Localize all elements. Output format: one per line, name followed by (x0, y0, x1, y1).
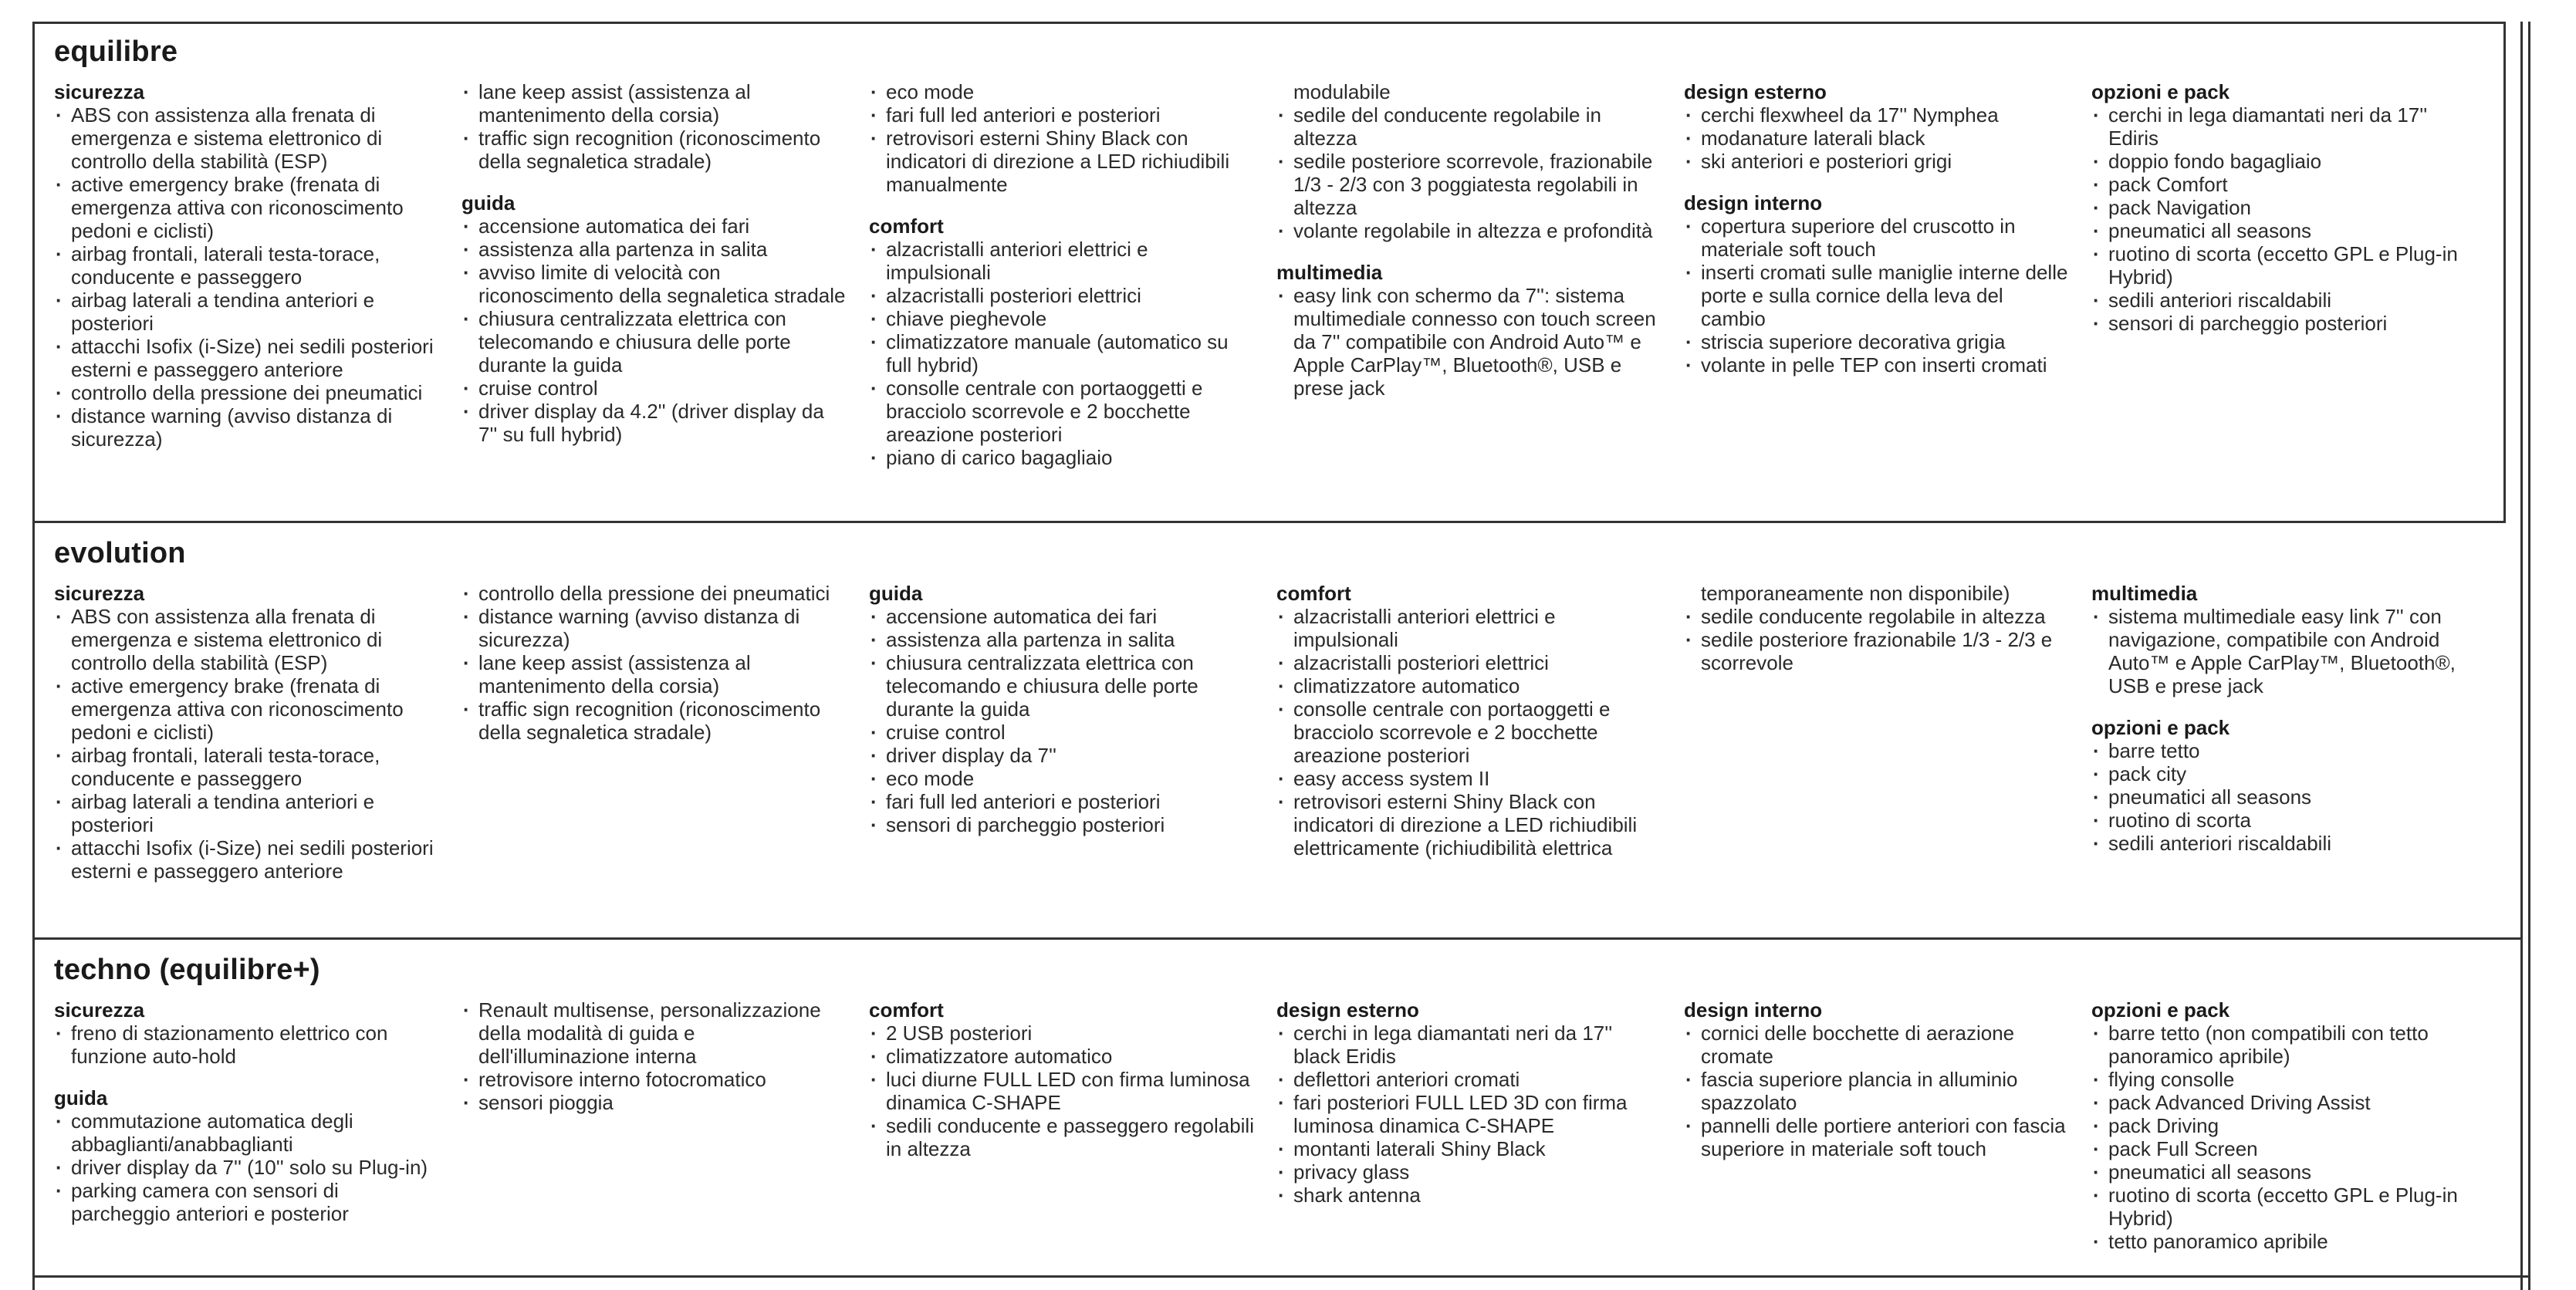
section-evolution (32, 523, 2494, 937)
list-item: · sedile posteriore frazionabile 1/3 - 2/3 e scorrevole (1684, 628, 2070, 674)
list-item: · controllo della pressione dei pneumatici (461, 582, 847, 605)
list-item: · airbag frontali, laterali testa-torace, conducente e passeggero (54, 242, 440, 289)
frame-right-border-2 (2520, 22, 2523, 1290)
list-item: · volante regolabile in altezza e profondità (1276, 219, 1662, 242)
list-item: · lane keep assist (assistenza al mantenimento della corsia) (461, 651, 847, 697)
list-item: · luci diurne FULL LED con firma luminosa dinamica C-SHAPE (869, 1068, 1255, 1114)
list-item: · cerchi in lega diamantati neri da 17'' Ediris (2091, 103, 2477, 150)
group-heading: sicurezza (54, 80, 145, 103)
column-2 (461, 582, 847, 762)
list-item: · eco mode (869, 80, 1255, 103)
group-guida-cont (869, 80, 1255, 196)
list-item: · barre tetto (non compatibili con tetto panoramico apribile) (2091, 1022, 2477, 1068)
list-item: · chiusura centralizzata elettrica con telecomando e chiusura delle porte durante la guida (869, 651, 1255, 721)
list-item: · pneumatici all seasons (2091, 1160, 2477, 1184)
group-comfort-cont (1684, 582, 2070, 674)
column-1 (54, 80, 440, 469)
list-item: · modanature laterali black (1684, 127, 2070, 150)
group-opzioni-e-pack (2091, 998, 2477, 1253)
group-guida-cont (461, 998, 847, 1114)
group-sicurezza-cont (461, 582, 847, 744)
column-4 (1276, 80, 1662, 418)
list-item: · copertura superiore del cruscotto in materiale soft touch (1684, 214, 2070, 261)
group-heading: multimedia (2091, 582, 2198, 605)
list-item: · sensori di parcheggio posteriori (869, 813, 1255, 836)
group-sicurezza (54, 80, 440, 451)
list-item: · distance warning (avviso distanza di sicurezza) (54, 404, 440, 451)
list-item: · driver display da 7'' (869, 744, 1255, 767)
frame-right-border-1 (2503, 22, 2506, 523)
list-item: · ski anteriori e posteriori grigi (1684, 150, 2070, 173)
group-comfort (1276, 582, 1662, 859)
group-opzioni-e-pack (2091, 716, 2477, 855)
list-item: · ruotino di scorta (eccetto GPL e Plug-in Hybrid) (2091, 1184, 2477, 1230)
list-item: · consolle centrale con portaoggetti e bracciolo scorrevole e 2 bocchette areazione posteriori (869, 377, 1255, 446)
column-3 (869, 80, 1255, 488)
list-item: · pannelli delle portiere anteriori con fascia superiore in materiale soft touch (1684, 1114, 2070, 1160)
list-item: · sensori pioggia (461, 1091, 847, 1114)
list-item: · doppio fondo bagagliaio (2091, 150, 2477, 173)
list-item: · eco mode (869, 767, 1255, 790)
list-item: · alzacristalli anteriori elettrici e impulsionali (869, 238, 1255, 284)
group-heading: opzioni e pack (2091, 80, 2230, 103)
group-comfort (869, 214, 1255, 469)
list-item: · barre tetto (2091, 739, 2477, 762)
column-6 (2091, 998, 2477, 1271)
frame-right-border-3 (2528, 22, 2530, 1290)
list-item: · traffic sign recognition (riconoscimento della segnaletica stradale) (461, 127, 847, 173)
list-item: · active emergency brake (frenata di emergenza attiva con riconoscimento pedoni e ciclisti) (54, 173, 440, 242)
list-item: · commutazione automatica degli abbaglianti/anabbaglianti (54, 1109, 440, 1156)
list-item: · chiave pieghevole (869, 307, 1255, 330)
list-item: · driver display da 4.2'' (driver display da 7'' su full hybrid) (461, 400, 847, 446)
list-item: · cruise control (869, 721, 1255, 744)
list-item: · airbag frontali, laterali testa-torace, conducente e passeggero (54, 744, 440, 790)
list-item: · active emergency brake (frenata di emergenza attiva con riconoscimento pedoni e ciclisti) (54, 674, 440, 744)
group-heading: opzioni e pack (2091, 998, 2230, 1022)
list-item: · pneumatici all seasons (2091, 785, 2477, 809)
group-design-interno (1684, 998, 2070, 1160)
list-item: · distance warning (avviso distanza di sicurezza) (461, 605, 847, 651)
list-item: · fascia superiore plancia in alluminio spazzolato (1684, 1068, 2070, 1114)
list-item: · cruise control (461, 377, 847, 400)
list-item: · easy access system II (1276, 767, 1662, 790)
section-title: equilibre (54, 35, 178, 68)
list-item: · 2 USB posteriori (869, 1022, 1255, 1045)
list-item: · freno di stazionamento elettrico con funzione auto-hold (54, 1022, 440, 1068)
list-item: · sensori di parcheggio posteriori (2091, 312, 2477, 335)
group-heading: comfort (1276, 582, 1351, 605)
list-item: · consolle centrale con portaoggetti e bracciolo scorrevole e 2 bocchette areazione posteriori (1276, 697, 1662, 767)
list-item: · piano di carico bagagliaio (869, 446, 1255, 469)
list-item: · attacchi Isofix (i-Size) nei sedili posteriori esterni e passeggero anteriore (54, 335, 440, 381)
column-5 (1684, 80, 2070, 395)
column-4 (1276, 582, 1662, 878)
list-item: · sedili anteriori riscaldabili (2091, 832, 2477, 855)
list-item: · shark antenna (1276, 1184, 1662, 1207)
list-item: · cornici delle bocchette di aerazione cromate (1684, 1022, 2070, 1068)
list-item: · pack Comfort (2091, 173, 2477, 196)
list-item: · retrovisori esterni Shiny Black con indicatori di direzione a LED richiudibili elettricamente (richiudibilità elettrica (1276, 790, 1662, 859)
group-heading: guida (461, 191, 516, 214)
group-comfort-cont (1276, 80, 1662, 242)
list-item: · fari full led anteriori e posteriori (869, 103, 1255, 127)
group-heading: design interno (1684, 191, 1823, 214)
column-6 (2091, 80, 2477, 353)
column-6 (2091, 582, 2477, 873)
section-title: evolution (54, 537, 186, 569)
list-item: · retrovisori esterni Shiny Black con indicatori di direzione a LED richiudibili manualmente (869, 127, 1255, 196)
section-divider-3 (32, 1275, 2530, 1278)
list-item: · climatizzatore automatico (1276, 674, 1662, 697)
list-item: · airbag laterali a tendina anteriori e posteriori (54, 790, 440, 836)
group-guida (461, 191, 847, 446)
group-design-esterno (1276, 998, 1662, 1207)
list-item: · assistenza alla partenza in salita (461, 238, 847, 261)
list-item: · avviso limite di velocità con riconoscimento della segnaletica stradale (461, 261, 847, 307)
list-item: · volante in pelle TEP con inserti cromati (1684, 353, 2070, 377)
list-item: · sistema multimediale easy link 7'' con navigazione, compatibile con Android Auto™ e Apple CarPlay™, Bluetooth®, USB e prese jack (2091, 605, 2477, 697)
column-5 (1684, 582, 2070, 693)
list-item: · pneumatici all seasons (2091, 219, 2477, 242)
list-item: · pack Driving (2091, 1114, 2477, 1137)
list-item: · ruotino di scorta (eccetto GPL e Plug-in Hybrid) (2091, 242, 2477, 289)
group-heading: comfort (869, 998, 944, 1022)
group-heading: design interno (1684, 998, 1823, 1022)
list-item: · pack Advanced Driving Assist (2091, 1091, 2477, 1114)
list-item: · ruotino di scorta (2091, 809, 2477, 832)
group-design-interno (1684, 191, 2070, 377)
group-sicurezza (54, 582, 440, 883)
list-item: · sedili conducente e passeggero regolabili in altezza (869, 1114, 1255, 1160)
list-item-continued: temporaneamente non disponibile) (1701, 582, 2010, 605)
list-item: · attacchi Isofix (i-Size) nei sedili posteriori esterni e passeggero anteriore (54, 836, 440, 883)
list-item: · lane keep assist (assistenza al mantenimento della corsia) (461, 80, 847, 127)
list-item: · privacy glass (1276, 1160, 1662, 1184)
list-item: · easy link con schermo da 7'': sistema multimediale connesso con touch screen da 7'' compatibile con Android Auto™ e Apple CarPlay™, Bluetooth®, USB e prese jack (1276, 284, 1662, 400)
column-2 (461, 80, 847, 464)
list-item: · assistenza alla partenza in salita (869, 628, 1255, 651)
group-multimedia (2091, 582, 2477, 697)
list-item: · climatizzatore automatico (869, 1045, 1255, 1068)
list-item: · sedili anteriori riscaldabili (2091, 289, 2477, 312)
column-3 (869, 582, 1255, 855)
section-techno (32, 940, 2494, 1275)
group-heading: sicurezza (54, 998, 145, 1022)
list-item: · sedile posteriore scorrevole, frazionabile 1/3 - 2/3 con 3 poggiatesta regolabili in altezza (1276, 150, 1662, 219)
list-item: · parking camera con sensori di parcheggio anteriori e posterior (54, 1179, 440, 1225)
list-item: · climatizzatore manuale (automatico su full hybrid) (869, 330, 1255, 377)
group-opzioni-e-pack (2091, 80, 2477, 335)
list-item: · accensione automatica dei fari (869, 605, 1255, 628)
list-item: · pack Navigation (2091, 196, 2477, 219)
section-equilibre (32, 22, 2494, 520)
group-comfort (869, 998, 1255, 1160)
list-item: · ABS con assistenza alla frenata di emergenza e sistema elettronico di controllo della stabilità (ESP) (54, 103, 440, 173)
list-item: · cerchi flexwheel da 17'' Nymphea (1684, 103, 2070, 127)
group-heading: design esterno (1684, 80, 1827, 103)
list-item: · Renault multisense, personalizzazione della modalità di guida e dell'illuminazione interna (461, 998, 847, 1068)
list-item: · retrovisore interno fotocromatico (461, 1068, 847, 1091)
column-1 (54, 582, 440, 901)
list-item-continued: modulabile (1293, 80, 1391, 103)
group-heading: sicurezza (54, 582, 145, 605)
list-item: · sedile del conducente regolabile in altezza (1276, 103, 1662, 150)
list-item: · airbag laterali a tendina anteriori e posteriori (54, 289, 440, 335)
list-item: · cerchi in lega diamantati neri da 17'' black Eridis (1276, 1022, 1662, 1068)
list-item: · montanti laterali Shiny Black (1276, 1137, 1662, 1160)
section-title: techno (equilibre+) (54, 954, 320, 986)
group-heading: guida (869, 582, 923, 605)
list-item: · accensione automatica dei fari (461, 214, 847, 238)
column-3 (869, 998, 1255, 1179)
group-heading: multimedia (1276, 261, 1383, 284)
group-heading: design esterno (1276, 998, 1419, 1022)
column-2 (461, 998, 847, 1133)
list-item: · pack city (2091, 762, 2477, 785)
group-heading: comfort (869, 214, 944, 238)
list-item: · alzacristalli anteriori elettrici e impulsionali (1276, 605, 1662, 651)
list-item: · ABS con assistenza alla frenata di emergenza e sistema elettronico di controllo della stabilità (ESP) (54, 605, 440, 674)
list-item: · flying consolle (2091, 1068, 2477, 1091)
list-item: · inserti cromati sulle maniglie interne delle porte e sulla cornice della leva del cambio (1684, 261, 2070, 330)
list-item: · pack Full Screen (2091, 1137, 2477, 1160)
group-heading: guida (54, 1086, 108, 1109)
group-multimedia (1276, 261, 1662, 400)
list-item: · alzacristalli posteriori elettrici (869, 284, 1255, 307)
list-item: · alzacristalli posteriori elettrici (1276, 651, 1662, 674)
list-item: · traffic sign recognition (riconoscimento della segnaletica stradale) (461, 697, 847, 744)
list-item: · striscia superiore decorativa grigia (1684, 330, 2070, 353)
list-item: · chiusura centralizzata elettrica con telecomando e chiusura delle porte durante la guida (461, 307, 847, 377)
column-1 (54, 998, 440, 1244)
list-item: · fari full led anteriori e posteriori (869, 790, 1255, 813)
list-item: · deflettori anteriori cromati (1276, 1068, 1662, 1091)
list-item: · tetto panoramico apribile (2091, 1230, 2477, 1253)
group-sicurezza (54, 998, 440, 1068)
group-heading: opzioni e pack (2091, 716, 2230, 739)
group-design-esterno (1684, 80, 2070, 173)
list-item: · controllo della pressione dei pneumatici (54, 381, 440, 404)
column-4 (1276, 998, 1662, 1225)
list-item: · driver display da 7'' (10'' solo su Plug-in) (54, 1156, 440, 1179)
group-guida (869, 582, 1255, 836)
group-guida (54, 1086, 440, 1225)
list-item: · fari posteriori FULL LED 3D con firma luminosa dinamica C-SHAPE (1276, 1091, 1662, 1137)
list-item: · sedile conducente regolabile in altezza (1684, 605, 2070, 628)
group-sicurezza-cont (461, 80, 847, 173)
column-5 (1684, 998, 2070, 1179)
